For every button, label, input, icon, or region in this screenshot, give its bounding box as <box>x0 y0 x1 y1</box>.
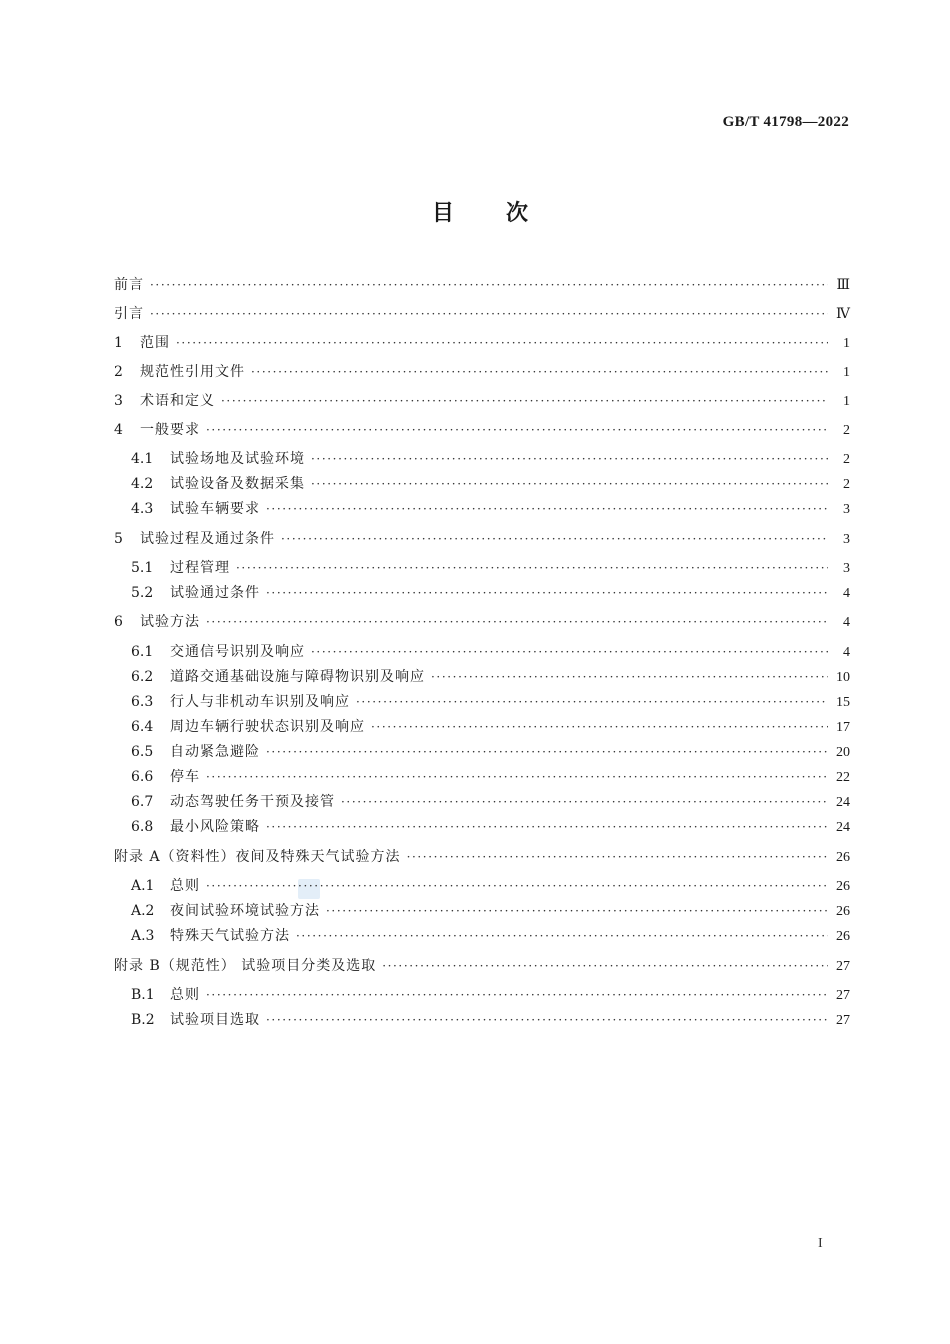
toc-page-number: 22 <box>836 770 850 785</box>
toc-entry-title: 一般要求 <box>140 422 200 438</box>
toc-entry-title: 试验方法 <box>140 614 200 630</box>
toc-entry-title: 过程管理 <box>170 560 230 576</box>
toc-page-number: 2 <box>843 452 850 467</box>
toc-entry-title: 总则 <box>170 987 200 1003</box>
toc-entry-title: 规范性引用文件 <box>140 364 245 380</box>
toc-page-number: 26 <box>836 929 850 944</box>
toc-entry-6-3[interactable] <box>131 692 850 712</box>
toc-page-number: 20 <box>836 745 850 760</box>
toc-entry-number: 6.7 <box>131 794 154 810</box>
toc-entry-number: 6.4 <box>131 719 154 735</box>
toc-entry-6-6[interactable] <box>131 767 850 787</box>
toc-entry-title: 总则 <box>170 878 200 894</box>
toc-entry-b-2[interactable] <box>131 1010 850 1030</box>
toc-entry-number: B.1 <box>131 987 155 1003</box>
toc-entry-number: 6.1 <box>131 644 154 660</box>
dot-leader <box>150 275 828 295</box>
toc-entry-3[interactable] <box>114 391 850 411</box>
toc-entry-6-1[interactable] <box>131 642 850 662</box>
toc-entry-number: 6.8 <box>131 819 154 835</box>
toc-entry-appendix-a[interactable] <box>114 847 850 867</box>
dot-leader <box>311 449 828 469</box>
toc-page-number: 27 <box>836 1013 850 1028</box>
toc-page-number: 26 <box>836 904 850 919</box>
dot-leader <box>311 474 828 494</box>
dot-leader <box>266 1010 828 1030</box>
toc-entry-title: 试验车辆要求 <box>170 501 260 517</box>
toc-entry-number: B.2 <box>131 1012 155 1028</box>
dot-leader <box>341 792 828 812</box>
page-number: I <box>818 1236 823 1251</box>
toc-page-number: 26 <box>836 850 850 865</box>
toc-entry-number: 4.2 <box>131 476 154 492</box>
toc-entry-title: 试验过程及通过条件 <box>140 531 275 547</box>
toc-entry-title: 自动紧急避险 <box>170 744 260 760</box>
dot-leader <box>206 985 828 1005</box>
toc-entry-title: 附录 B（规范性） 试验项目分类及选取 <box>114 958 377 974</box>
toc-page-number: Ⅳ <box>836 307 850 322</box>
toc-entry-a-1[interactable] <box>131 876 850 896</box>
toc-entry-b-1[interactable] <box>131 985 850 1005</box>
toc-entry-title: 试验通过条件 <box>170 585 260 601</box>
toc-entry-title: 停车 <box>170 769 200 785</box>
toc-entry-5-2[interactable] <box>131 583 850 603</box>
toc-entry-6-2[interactable] <box>131 667 850 687</box>
toc-entry-title: 前言 <box>114 277 144 293</box>
toc-entry-a-3[interactable] <box>131 926 850 946</box>
standard-number: GB/T 41798—2022 <box>722 114 849 130</box>
dot-leader <box>356 692 828 712</box>
toc-entry-number: 6.2 <box>131 669 154 685</box>
dot-leader <box>281 529 828 549</box>
dot-leader <box>251 362 828 382</box>
toc-page-number: 2 <box>843 477 850 492</box>
toc-entry-title: 特殊天气试验方法 <box>170 928 290 944</box>
toc-entry-introduction[interactable] <box>114 304 850 324</box>
title-char-2: 次 <box>506 201 529 226</box>
toc-page-number: 1 <box>843 365 850 380</box>
toc-entry-number: A.3 <box>131 928 155 944</box>
dot-leader <box>266 742 828 762</box>
toc-entry-1[interactable] <box>114 333 850 353</box>
toc-entry-title: 试验场地及试验环境 <box>170 451 305 467</box>
toc-entry-number: 4.1 <box>131 451 154 467</box>
toc-page-number: 4 <box>843 615 850 630</box>
dot-leader <box>176 333 828 353</box>
toc-entry-4[interactable] <box>114 420 850 440</box>
toc-entry-number: A.2 <box>131 903 155 919</box>
toc-page-number: 3 <box>843 532 850 547</box>
toc-entry-number: 6.5 <box>131 744 154 760</box>
toc-page-number: 4 <box>843 586 850 601</box>
toc-entry-foreword[interactable] <box>114 275 850 295</box>
toc-page-number: 1 <box>843 394 850 409</box>
toc-entry-6[interactable] <box>114 612 850 632</box>
dot-leader <box>407 847 828 867</box>
toc-entry-title: 试验项目选取 <box>170 1012 260 1028</box>
toc-entry-title: 行人与非机动车识别及响应 <box>170 694 350 710</box>
toc-entry-number: 5.1 <box>131 560 154 576</box>
toc-entry-4-3[interactable] <box>131 499 850 519</box>
toc-entry-number: 3 <box>114 393 123 409</box>
toc-entry-title: 动态驾驶任务干预及接管 <box>170 794 335 810</box>
toc-page-number: 17 <box>836 720 850 735</box>
toc-entry-5-1[interactable] <box>131 558 850 578</box>
toc-page-number: 1 <box>843 336 850 351</box>
toc-page-number: 10 <box>836 670 850 685</box>
toc-page-number: 27 <box>836 959 850 974</box>
toc-entry-title: 周边车辆行驶状态识别及响应 <box>170 719 365 735</box>
dot-leader <box>206 612 828 632</box>
toc-entry-number: 6 <box>114 614 123 630</box>
toc-entry-number: A.1 <box>131 878 155 894</box>
toc-page-number: 4 <box>843 645 850 660</box>
toc-entry-title: 术语和定义 <box>140 393 215 409</box>
toc-entry-6-5[interactable] <box>131 742 850 762</box>
toc-entry-title: 道路交通基础设施与障碍物识别及响应 <box>170 669 425 685</box>
toc-entry-title: 交通信号识别及响应 <box>170 644 305 660</box>
dot-leader <box>266 499 828 519</box>
dot-leader <box>221 391 828 411</box>
toc-page-number: 3 <box>843 502 850 517</box>
toc-entry-title: 范围 <box>140 335 170 351</box>
dot-leader <box>206 767 828 787</box>
toc-entry-title: 夜间试验环境试验方法 <box>170 903 320 919</box>
toc-entry-title: 试验设备及数据采集 <box>170 476 305 492</box>
toc-entry-6-7[interactable] <box>131 792 850 812</box>
toc-entry-6-4[interactable] <box>131 717 850 737</box>
dot-leader <box>431 667 828 687</box>
dot-leader <box>266 583 828 603</box>
dot-leader <box>311 642 828 662</box>
toc-entry-number: 6.6 <box>131 769 154 785</box>
dot-leader <box>371 717 828 737</box>
dot-leader <box>236 558 828 578</box>
dot-leader <box>382 956 828 976</box>
toc-entry-number: 2 <box>114 364 123 380</box>
toc-entry-title: 引言 <box>114 306 144 322</box>
toc-page-number: 3 <box>843 561 850 576</box>
toc-entry-number: 4 <box>114 422 123 438</box>
toc-entry-5[interactable] <box>114 529 850 549</box>
toc-entry-number: 5 <box>114 531 123 547</box>
toc-entry-number: 6.3 <box>131 694 154 710</box>
title-char-1: 目 <box>432 201 455 226</box>
toc-entry-2[interactable] <box>114 362 850 382</box>
toc-entry-number: 5.2 <box>131 585 154 601</box>
toc-entry-6-8[interactable] <box>131 817 850 837</box>
dot-leader <box>326 901 828 921</box>
dot-leader <box>206 876 828 896</box>
toc-page-number: 2 <box>843 423 850 438</box>
dot-leader <box>266 817 828 837</box>
toc-page-number: Ⅲ <box>836 278 850 293</box>
toc-page-number: 24 <box>836 795 850 810</box>
toc-entry-a-2[interactable] <box>131 901 850 921</box>
toc-page-number: 24 <box>836 820 850 835</box>
toc-entry-number: 1 <box>114 335 123 351</box>
toc-entry-4-1[interactable] <box>131 449 850 469</box>
toc-entry-title: 最小风险策略 <box>170 819 260 835</box>
dot-leader <box>206 420 828 440</box>
toc-page-number: 15 <box>836 695 850 710</box>
toc-page-number: 27 <box>836 988 850 1003</box>
toc-page-number: 26 <box>836 879 850 894</box>
toc-entry-number: 4.3 <box>131 501 154 517</box>
toc-entry-4-2[interactable] <box>131 474 850 494</box>
toc-entry-appendix-b[interactable] <box>114 956 850 976</box>
dot-leader <box>296 926 828 946</box>
dot-leader <box>150 304 828 324</box>
toc-entry-title: 附录 A（资料性）夜间及特殊天气试验方法 <box>114 849 401 865</box>
